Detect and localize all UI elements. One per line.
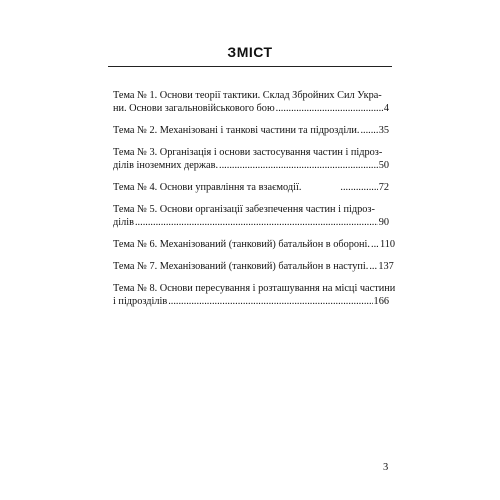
toc-entry-text: ни. Основи загальновійськового бою	[113, 103, 275, 114]
toc-page-number: 166	[373, 296, 389, 307]
toc-page-number: 50	[378, 160, 389, 171]
table-of-contents	[113, 89, 396, 317]
toc-entry-2	[113, 124, 389, 137]
toc-entry-7	[113, 260, 394, 273]
title-underline	[108, 66, 392, 67]
toc-entry-text: і підрозділів	[113, 296, 168, 307]
toc-entry-text: ділів	[113, 217, 134, 228]
leader-dots	[371, 238, 379, 251]
leader-dots	[135, 216, 378, 229]
toc-entry-4	[113, 181, 389, 194]
toc-entry-text: Тема № 4. Основи управління та взаємодії.	[113, 182, 302, 193]
toc-entry-1	[113, 89, 389, 115]
toc-entry-text: Тема № 6. Механізований (танковий) батальйон в обороні.	[113, 239, 370, 250]
toc-entry-6	[113, 238, 396, 251]
leader-dots	[219, 159, 378, 172]
toc-entry-text: Тема № 1. Основи теорії тактики. Склад Збройних Сил Укра-	[113, 90, 382, 101]
toc-entry-3	[113, 146, 389, 172]
leader-dots	[340, 181, 377, 194]
toc-entry-text: Тема № 8. Основи пересування і розташування на місці частини	[113, 283, 396, 294]
leader-dots	[276, 102, 383, 115]
toc-entry-text: Тема № 5. Основи організації забезпечення частин і підроз-	[113, 204, 375, 215]
toc-entry-5	[113, 203, 389, 229]
leader-dots	[360, 124, 377, 137]
toc-entry-text: Тема № 2. Механізовані і танкові частини та підрозділи.	[113, 125, 360, 136]
toc-page-number: 72	[378, 182, 389, 193]
toc-entry-text: Тема № 3. Організація і основи застосування частин і підроз-	[113, 147, 383, 158]
leader-dots	[369, 260, 377, 273]
page-title: ЗМІСТ	[227, 44, 273, 60]
toc-page-number: 4	[383, 103, 389, 114]
toc-entry-text: ділів іноземних держав.	[113, 160, 219, 171]
page-number: 3	[383, 462, 389, 473]
toc-page-number: 90	[378, 217, 389, 228]
toc-page-number: 137	[378, 261, 394, 272]
toc-entry-8	[113, 282, 396, 308]
toc-page-number: 35	[378, 125, 389, 136]
toc-entry-text: Тема № 7. Механізований (танковий) батальйон в наступі.	[113, 261, 369, 272]
leader-dots	[168, 295, 372, 308]
toc-page-number: 110	[380, 239, 396, 250]
